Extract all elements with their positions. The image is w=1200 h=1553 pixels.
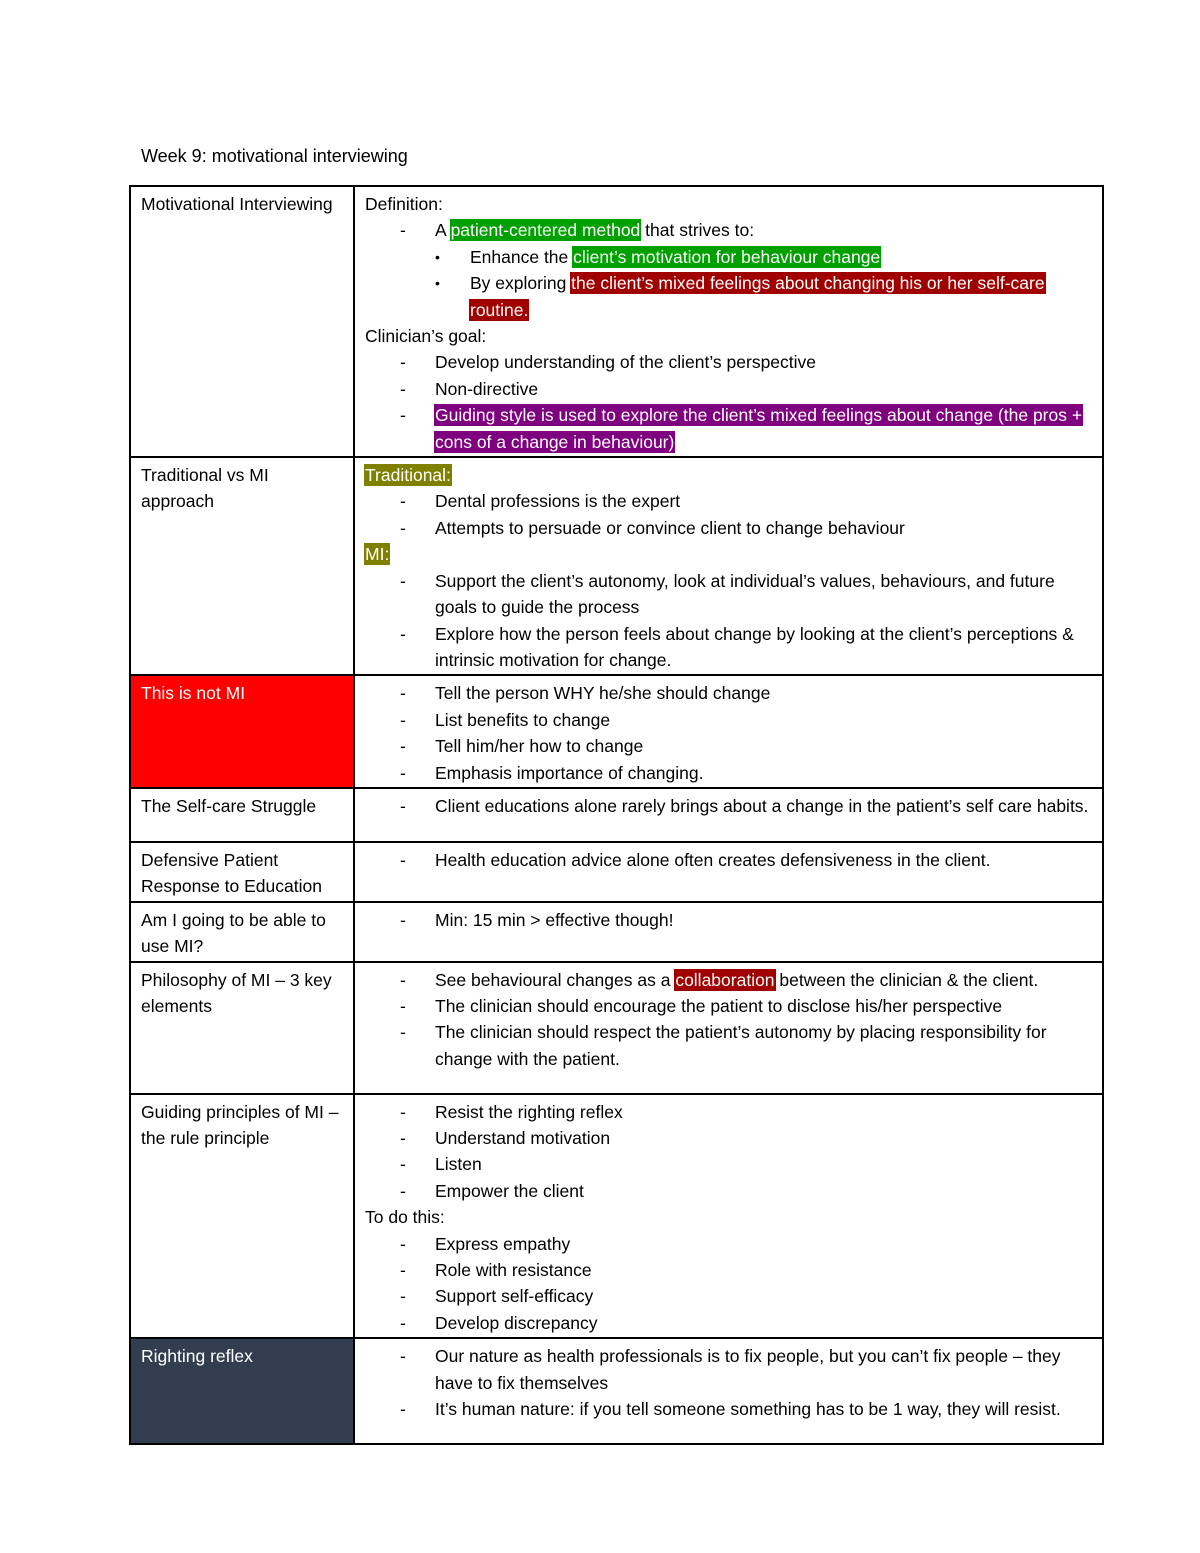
content-cell <box>354 1094 1103 1339</box>
list-item: - Role with resistance <box>400 1260 592 1280</box>
goal-label: Clinician’s goal: <box>365 326 487 347</box>
list-item: - Non-directive <box>400 378 539 399</box>
list-item: - Attempts to persuade or convince client to change behaviour <box>400 517 905 538</box>
table-row <box>130 186 1103 457</box>
list-item: - Our nature as health professionals is to fix people, but you can’t fix people – they have to fix themselves <box>400 1346 1061 1393</box>
list-item: - Tell the person WHY he/she should change <box>400 683 771 704</box>
list-item: • Enhance the client’s motivation for behaviour change <box>435 246 881 267</box>
list-item: - Explore how the person feels about change by looking at the client’s perceptions & intrinsic motivation for change. <box>400 623 1074 670</box>
list-item: - Tell him/her how to change <box>400 736 644 757</box>
list-item: - Client educations alone rarely brings about a change in the patient’s self care habits. <box>400 795 1089 816</box>
content-cell <box>354 675 1103 788</box>
topic-cell: The Self-care Struggle <box>130 788 354 842</box>
highlight: client’s motivation for behaviour change <box>573 246 881 267</box>
topic-cell: Am I going to be able to use MI? <box>130 902 354 962</box>
table-row <box>130 457 1103 675</box>
highlight: Guiding style is used to explore the client’s mixed feelings about change (the pros + cons of a change in behaviour) <box>435 405 1083 452</box>
list-item: - It’s human nature: if you tell someone something has to be 1 way, they will resist. <box>400 1399 1061 1420</box>
traditional-label: Traditional: <box>365 465 451 486</box>
topic-cell: Philosophy of MI – 3 key elements <box>130 962 354 1094</box>
list-item: - The clinician should respect the patient’s autonomy by placing responsibility for change with the patient. <box>400 1022 1047 1069</box>
list-item: - Support the client’s autonomy, look at individual’s values, behaviours, and future goals to guide the process <box>400 570 1055 618</box>
todo-label: To do this: <box>365 1207 445 1228</box>
topic-cell: Traditional vs MI approach <box>130 457 354 675</box>
content-cell <box>354 1338 1103 1444</box>
content-cell <box>354 842 1103 902</box>
list-item: - Emphasis importance of changing. <box>400 762 704 783</box>
highlight: the client’s mixed feelings about changing his or her self-care routine. <box>470 273 1045 320</box>
page-title: Week 9: motivational interviewing <box>141 146 408 166</box>
list-item: - Listen <box>400 1154 482 1175</box>
content-cell <box>354 962 1103 1094</box>
list-item: - Dental professions is the expert <box>400 491 681 512</box>
content-cell <box>354 457 1103 675</box>
definition-label: Definition: <box>365 194 443 214</box>
notes-table <box>129 185 1104 1445</box>
table-row <box>130 1338 1103 1444</box>
topic-cell: Righting reflex <box>130 1338 354 1444</box>
table-row <box>130 675 1103 788</box>
list-item: - Express empathy <box>400 1233 571 1254</box>
topic-cell: This is not MI <box>130 675 354 788</box>
list-item: - The clinician should encourage the patient to disclose his/her perspective <box>400 995 1003 1016</box>
highlight: patient-centered method <box>450 220 641 241</box>
topic-cell: Guiding principles of MI – the rule principle <box>130 1094 354 1339</box>
list-item: - Support self-efficacy <box>400 1286 594 1307</box>
mi-label: MI: <box>365 544 390 565</box>
list-item: - Understand motivation <box>400 1127 611 1148</box>
list-item: - Min: 15 min > effective though! <box>400 909 674 930</box>
topic-cell: Motivational Interviewing <box>130 186 354 457</box>
table-row <box>130 902 1103 962</box>
list-item: - Develop discrepancy <box>400 1312 598 1333</box>
content-cell <box>354 186 1103 457</box>
list-item: - Health education advice alone often creates defensiveness in the client. <box>400 849 991 870</box>
content-cell <box>354 788 1103 842</box>
table-row <box>130 788 1103 842</box>
highlight: collaboration <box>675 969 775 990</box>
list-item: - List benefits to change <box>400 709 611 730</box>
table-row <box>130 842 1103 902</box>
list-item: - See behavioural changes as a collaboration between the clinician & the client. <box>400 969 1039 990</box>
table-row <box>130 1094 1103 1339</box>
table-row <box>130 962 1103 1094</box>
topic-cell: Defensive Patient Response to Education <box>130 842 354 902</box>
list-item: - A patient-centered method that strives to: <box>400 220 755 241</box>
list-item: - Guiding style is used to explore the client’s mixed feelings about change (the pros + cons of a change in behaviour) <box>400 405 1083 452</box>
content-cell <box>354 902 1103 962</box>
list-item: - Develop understanding of the client’s perspective <box>400 352 817 373</box>
list-item: - Empower the client <box>400 1180 584 1201</box>
list-item: • By exploring the client’s mixed feelings about changing his or her self-care routine. <box>435 273 1045 320</box>
list-item: - Resist the righting reflex <box>400 1101 623 1122</box>
